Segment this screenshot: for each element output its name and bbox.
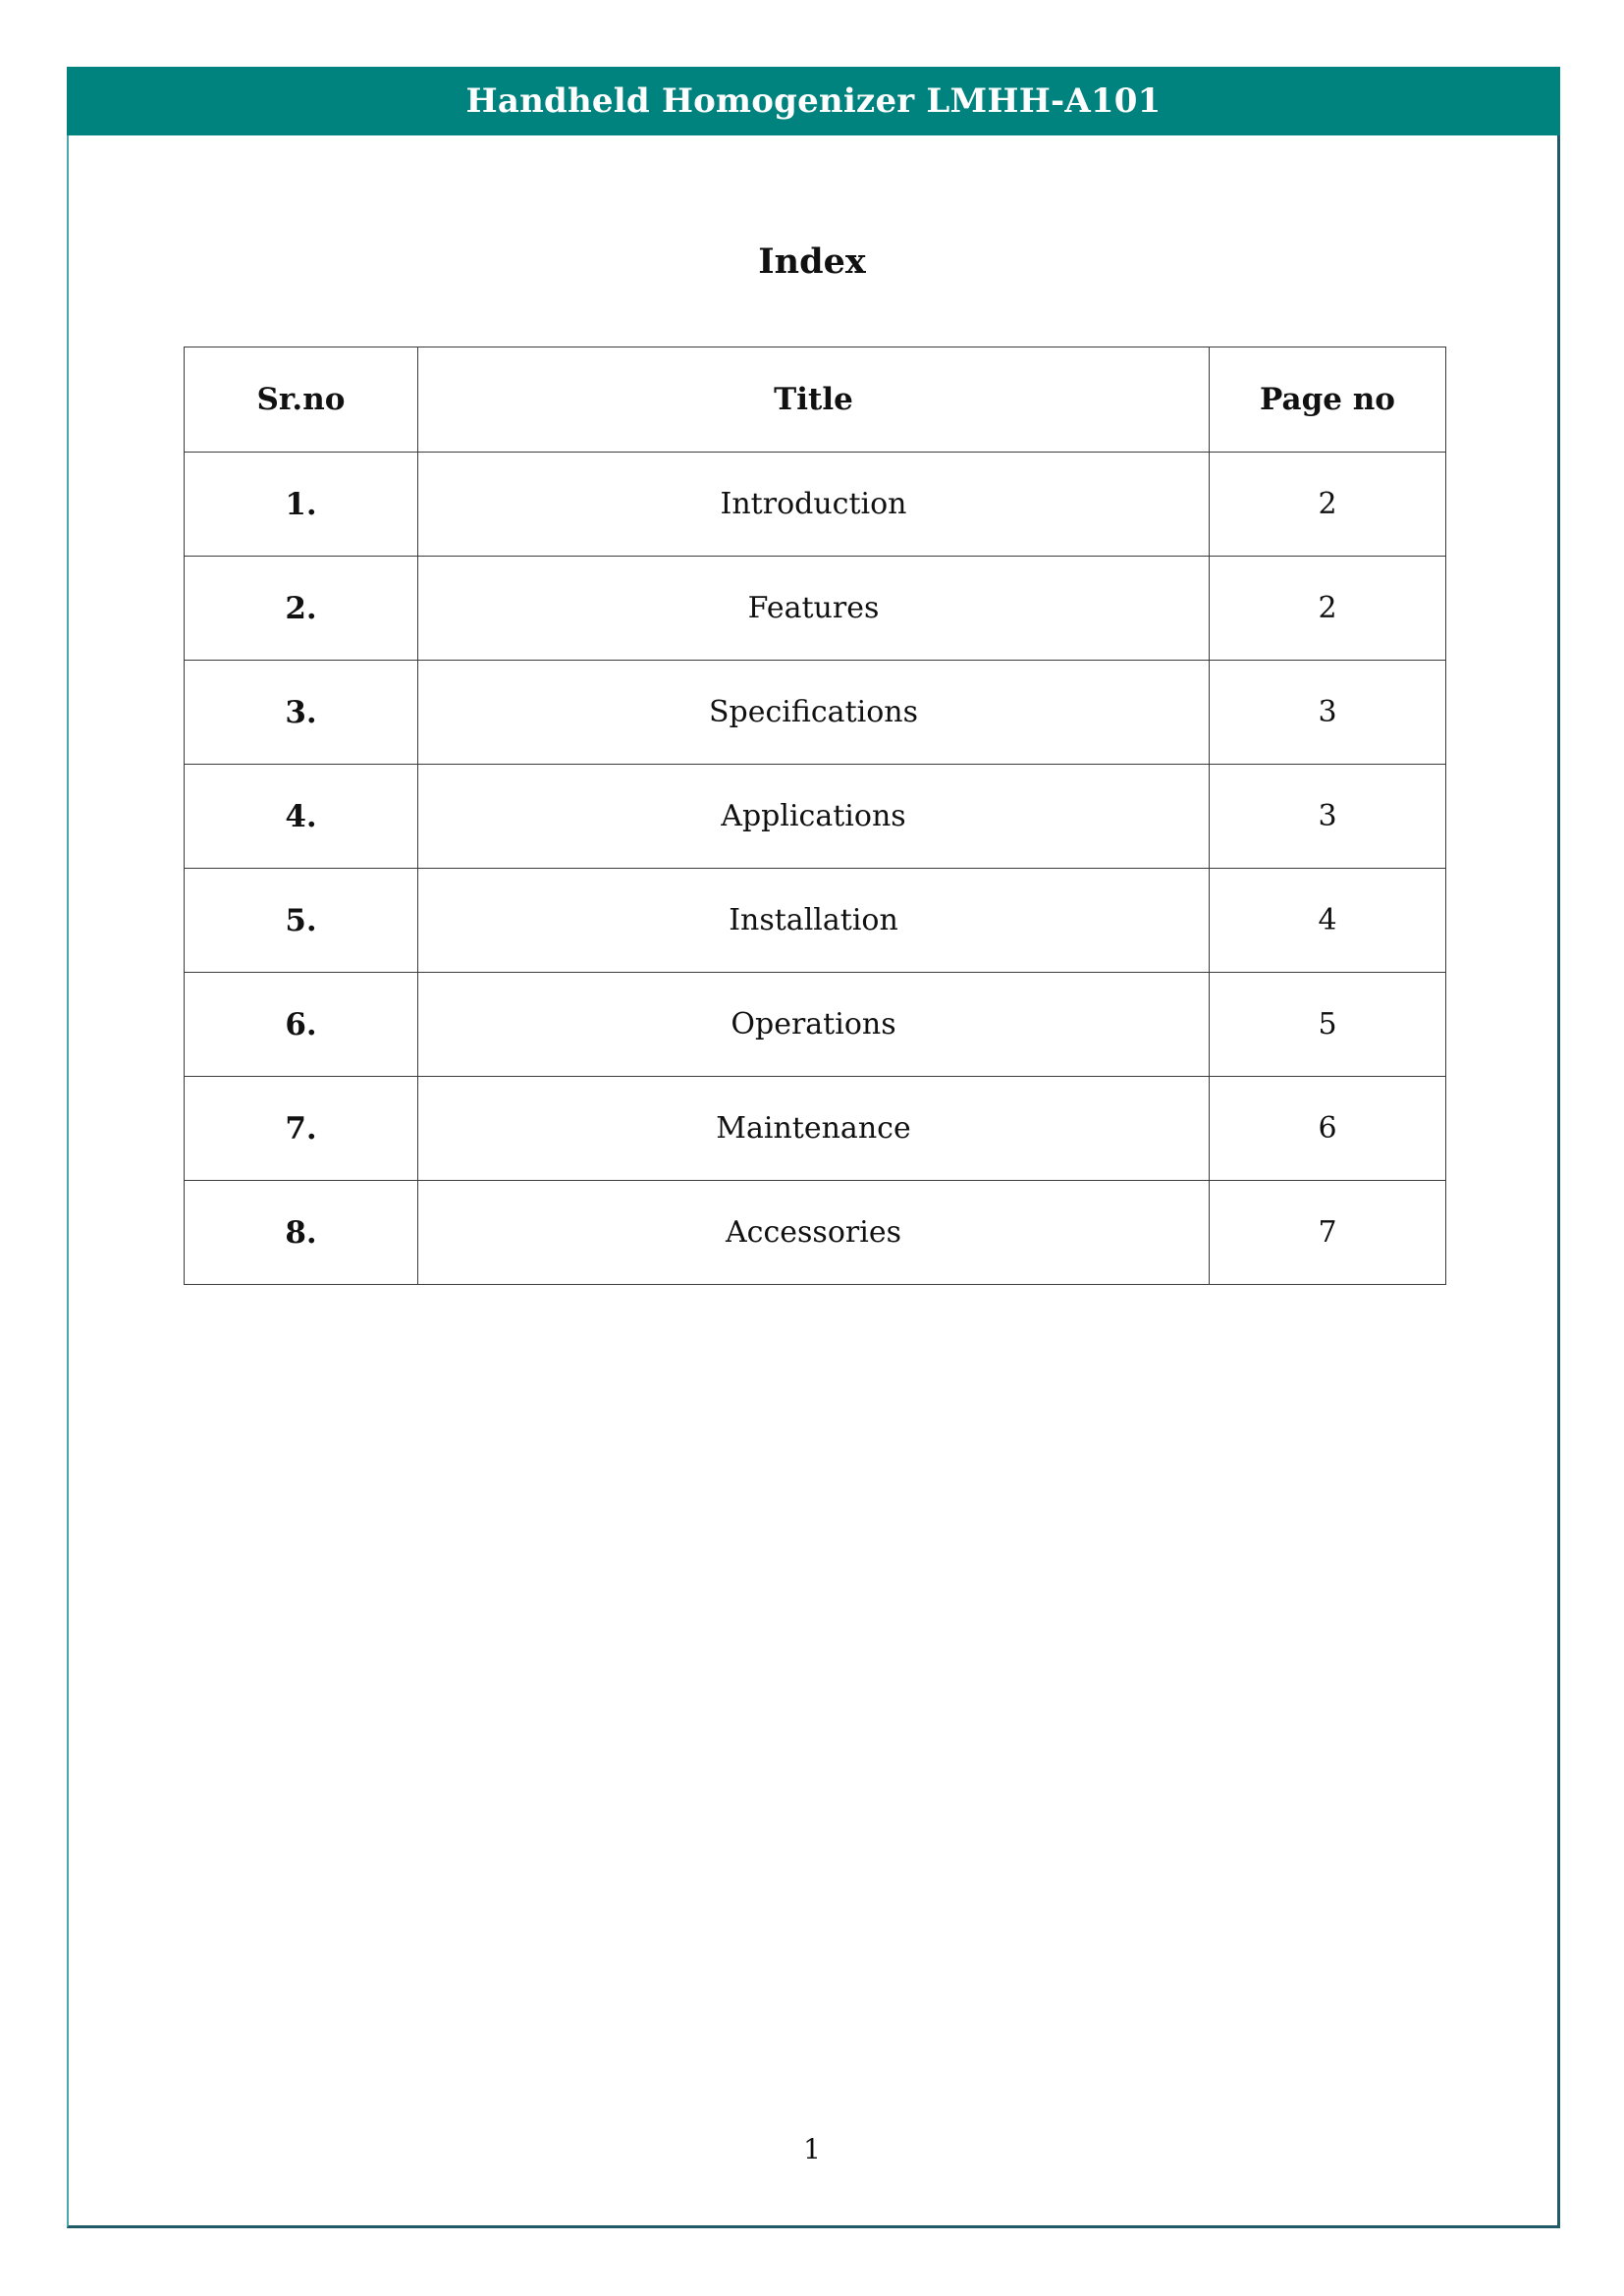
table-row: [185, 661, 1446, 765]
table-row: [185, 765, 1446, 869]
row-title: Features: [418, 557, 1210, 661]
row-page-no: 2: [1210, 557, 1446, 661]
row-srno: 2.: [185, 557, 418, 661]
row-title: Specifications: [418, 661, 1210, 765]
row-title: Applications: [418, 765, 1210, 869]
index-table: [184, 347, 1446, 1285]
row-srno: 8.: [185, 1181, 418, 1285]
column-header-srno: Sr.no: [185, 347, 418, 453]
row-page-no: 6: [1210, 1077, 1446, 1181]
row-srno: 1.: [185, 453, 418, 557]
table-row: [185, 1077, 1446, 1181]
row-title: Operations: [418, 973, 1210, 1077]
row-page-no: 3: [1210, 765, 1446, 869]
table-row: [185, 1181, 1446, 1285]
table-row: [185, 453, 1446, 557]
row-title: Introduction: [418, 453, 1210, 557]
row-page-no: 2: [1210, 453, 1446, 557]
row-title: Installation: [418, 869, 1210, 973]
table-row: [185, 869, 1446, 973]
column-header-title: Title: [418, 347, 1210, 453]
row-page-no: 7: [1210, 1181, 1446, 1285]
table-header-row: [185, 347, 1446, 453]
row-page-no: 5: [1210, 973, 1446, 1077]
table-row: [185, 973, 1446, 1077]
row-srno: 4.: [185, 765, 418, 869]
row-page-no: 4: [1210, 869, 1446, 973]
header-bar: [67, 67, 1560, 135]
row-title: Accessories: [418, 1181, 1210, 1285]
index-heading: Index: [758, 241, 866, 282]
row-srno: 6.: [185, 973, 418, 1077]
row-srno: 3.: [185, 661, 418, 765]
row-srno: 5.: [185, 869, 418, 973]
table-row: [185, 557, 1446, 661]
row-title: Maintenance: [418, 1077, 1210, 1181]
document-title: Handheld Homogenizer LMHH-A101: [465, 81, 1162, 121]
row-page-no: 3: [1210, 661, 1446, 765]
page-number: 1: [803, 2133, 821, 2165]
row-srno: 7.: [185, 1077, 418, 1181]
column-header-page-no: Page no: [1210, 347, 1446, 453]
